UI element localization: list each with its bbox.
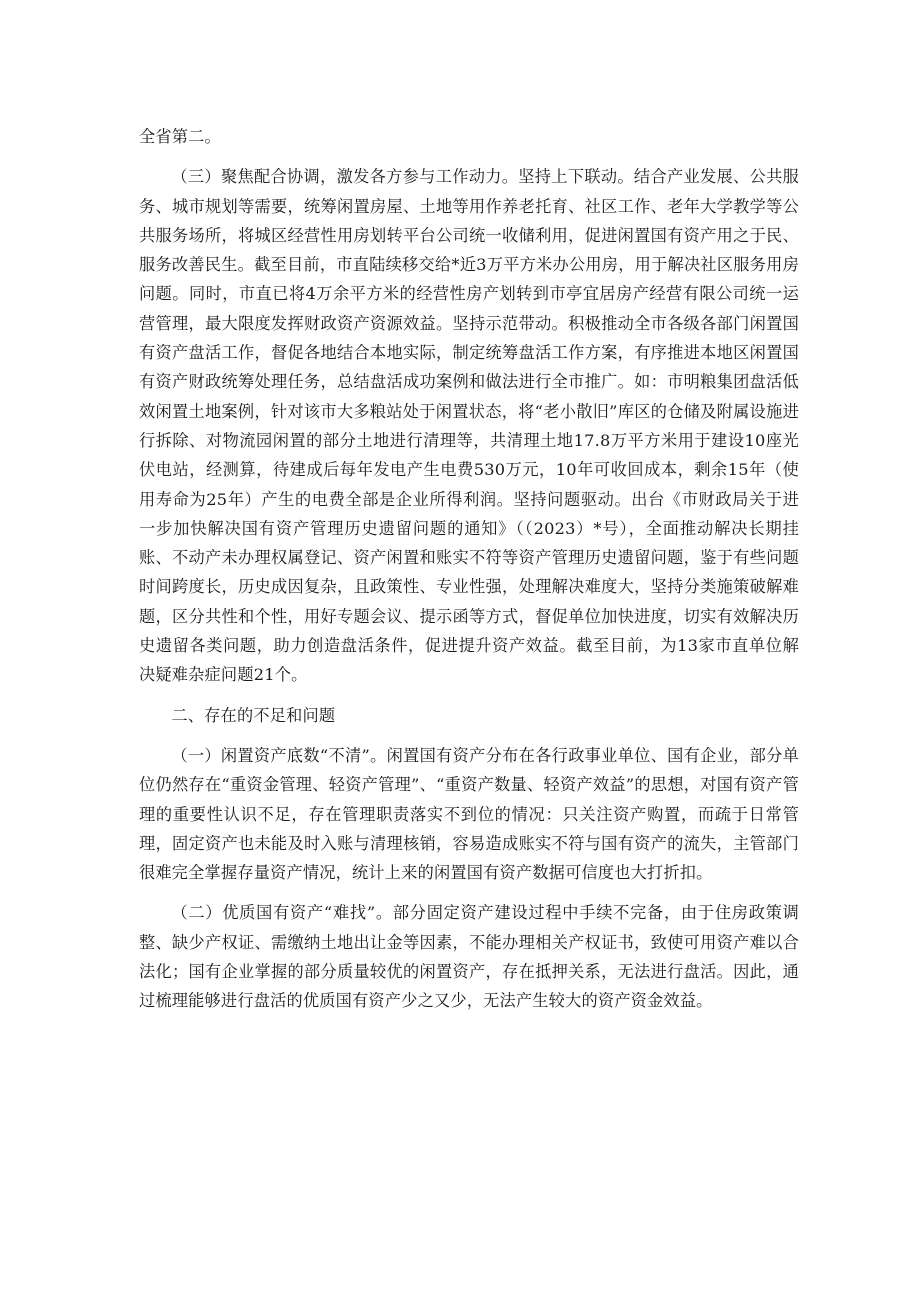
document-body	[139, 122, 799, 1016]
section-heading-problems: 二、存在的不足和问题	[171, 705, 336, 725]
paragraph-problem-one: （一）闲置资产底数“不清”。闲置国有资产分布在各行政事业单位、国有企业，部分单位仍然存在“重资金管理、轻资产管理”、“重资产数量、轻资产效益”的思想，对国有资产管理的重要性认识不足，存在管理职责落实不到位的情况：只关注资产购置，而疏于日常管理，固定资产也未能及时入账与清理核销，容易造成账实不符与国有资产的流失，主管部门很难完全掌握存量资产情况，统计上来的闲置国有资产数据可信度也大打折扣。	[139, 745, 799, 883]
paragraph-problem-two: （二）优质国有资产“难找”。部分固定资产建设过程中手续不完备，由于住房政策调整、缺少产权证、需缴纳土地出让金等因素，不能办理相关产权证书，致使可用资产难以合法化；国有企业掌握的部分质量较优的闲置资产，存在抵押关系，无法进行盘活。因此，通过梳理能够进行盘活的优质国有资产少之又少，无法产生较大的资产资金效益。	[139, 903, 799, 1011]
paragraph-section-three: （三）聚焦配合协调，激发各方参与工作动力。坚持上下联动。结合产业发展、公共服务、城市规划等需要，统筹闲置房屋、土地等用作养老托育、社区工作、老年大学教学等公共服务场所，将城区经营性用房划转平台公司统一收储利用，促进闲置国有资产用之于民、服务改善民生。截至目前，市直陆续移交给*近3万平方米办公用房，用于解决社区服务用房问题。同时，市直已将4万余平方米的经营性房产划转到市亭宜居房产经营有限公司统一运营管理，最大限度发挥财政资产资源效益。坚持示范带动。积极推动全市各级各部门闲置国有资产盘活工作，督促各地结合本地实际，制定统筹盘活工作方案，有序推进本地区闲置国有资产财政统筹处理任务，总结盘活成功案例和做法进行全市推广。如：市明粮集团盘活低效闲置土地案例，针对该市大多粮站处于闲置状态，将“老小散旧”库区的仓储及附属设施进行拆除、对物流园闲置的部分土地进行清理等，共清理土地17.8万平方米用于建设10座光伏电站，经测算，待建成后每年发电产生电费530万元，10年可收回成本，剩余15年（使用寿命为25年）产生的电费全部是企业所得利润。坚持问题驱动。出台《市财政局关于进一步加快解决国有资产管理历史遗留问题的通知》（（2023）*号），全面推动解决长期挂账、不动产未办理权属登记、资产闲置和账实不符等资产管理历史遗留问题，鉴于有些问题时间跨度长，历史成因复杂，且政策性、专业性强，处理解决难度大，坚持分类施策破解难题，区分共性和个性，用好专题会议、提示函等方式，督促单位加快进度，切实有效解决历史遗留各类问题，助力创造盘活条件，促进提升资产效益。截至目前，为13家市直单位解决疑难杂症问题21个。	[139, 167, 799, 685]
paragraph-continuation: 全省第二。	[139, 127, 221, 146]
